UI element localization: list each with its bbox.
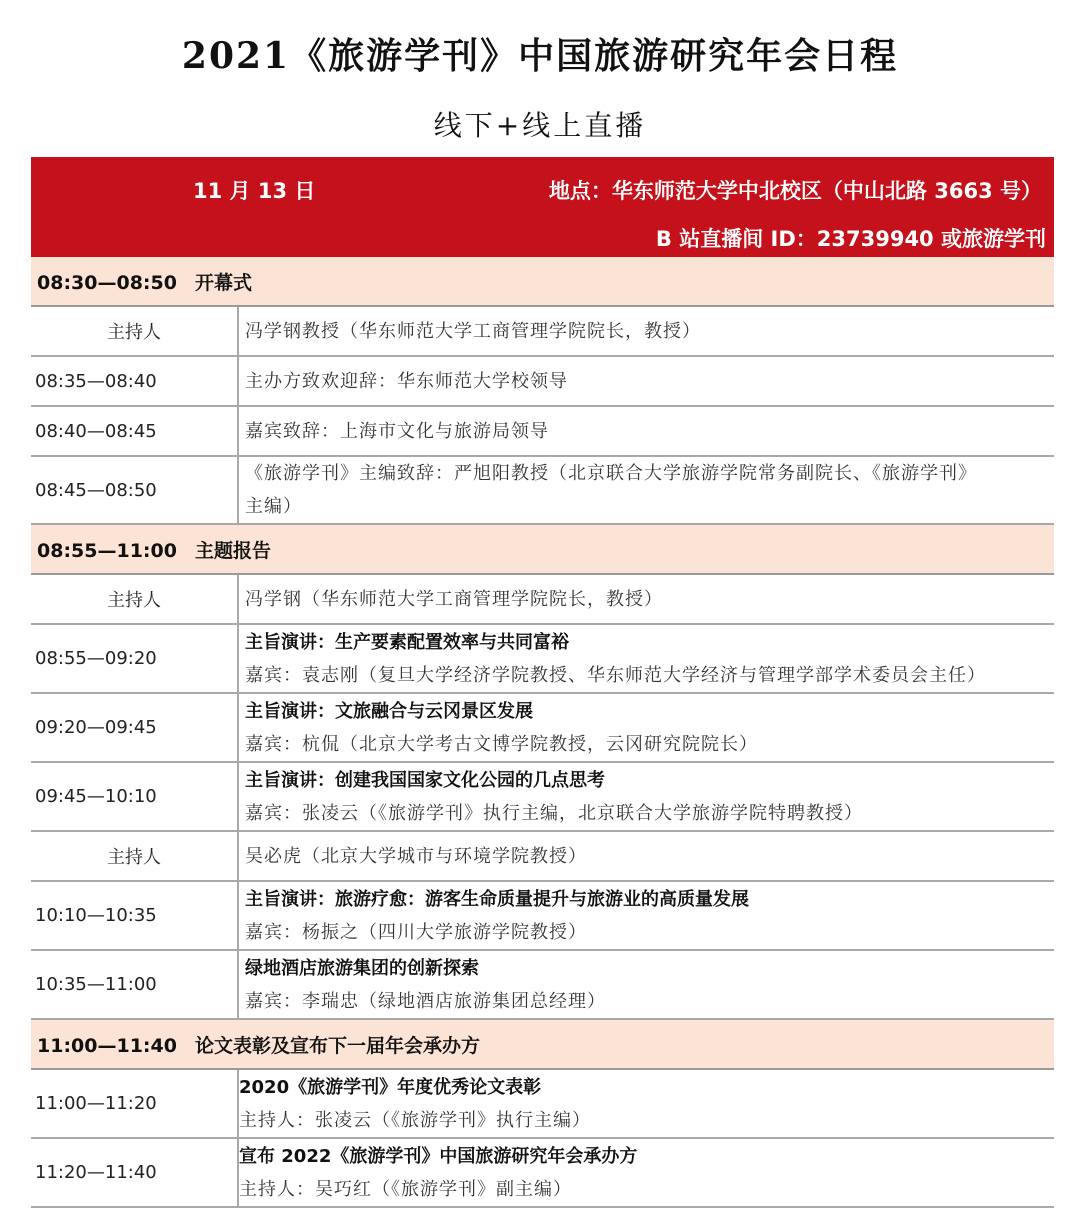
talk-title: 绿地酒店旅游集团的创新探索 [245, 957, 479, 979]
row-time: 08:35—08:40 [31, 356, 238, 406]
row-time: 主持人 [31, 574, 238, 624]
content-line: 吴必虎（北京大学城市与环境学院教授） [245, 845, 587, 867]
row-content [238, 624, 1054, 693]
row-content [238, 1138, 1054, 1207]
schedule-table [31, 257, 1054, 1208]
content-line: 嘉宾：杨振之（四川大学旅游学院教授） [245, 921, 587, 943]
row-time: 10:10—10:35 [31, 881, 238, 950]
row-time: 11:00—11:20 [31, 1069, 238, 1138]
section-header [31, 1019, 1054, 1069]
row-time: 08:45—08:50 [31, 456, 238, 524]
page-title: 2021《旅游学刊》中国旅游研究年会日程 [181, 35, 899, 77]
schedule-row [31, 831, 1054, 881]
schedule-row [31, 762, 1054, 831]
talk-title: 主旨演讲：创建我国国家文化公园的几点思考 [245, 769, 605, 791]
schedule-row [31, 456, 1054, 524]
row-content [238, 950, 1054, 1019]
row-content [238, 1069, 1054, 1138]
row-time: 09:45—10:10 [31, 762, 238, 831]
row-content [238, 831, 1054, 881]
talk-title: 主旨演讲：文旅融合与云冈景区发展 [245, 700, 533, 722]
page-subtitle: 线下+线上直播 [433, 109, 647, 142]
schedule-row [31, 950, 1054, 1019]
section-title: 论文表彰及宣布下一届年会承办方 [195, 1034, 481, 1057]
row-time: 主持人 [31, 831, 238, 881]
content-line: 主办方致欢迎辞：华东师范大学校领导 [245, 370, 568, 392]
schedule-row [31, 881, 1054, 950]
schedule-row [31, 1069, 1054, 1138]
talk-title: 2020《旅游学刊》年度优秀论文表彰 [239, 1076, 542, 1098]
row-time: 主持人 [31, 306, 238, 356]
talk-title: 宣布 2022《旅游学刊》中国旅游研究年会承办方 [239, 1145, 638, 1167]
content-line: 冯学钢教授（华东师范大学工商管理学院院长，教授） [245, 320, 701, 342]
content-line: 主持人：张凌云（《旅游学刊》执行主编） [239, 1109, 591, 1131]
section-time: 11:00—11:40 [37, 1034, 177, 1057]
content-line: 嘉宾：袁志刚（复旦大学经济学院教授、华东师范大学经济与管理学部学术委员会主任） [245, 664, 986, 686]
row-time: 10:35—11:00 [31, 950, 238, 1019]
row-content [238, 306, 1054, 356]
content-line: 主持人：吴巧红（《旅游学刊》副主编） [239, 1178, 572, 1200]
section-header [31, 257, 1054, 306]
schedule-row [31, 306, 1054, 356]
section-header [31, 524, 1054, 574]
row-content [238, 456, 1054, 524]
row-content [238, 693, 1054, 762]
content-line: 嘉宾：张凌云（《旅游学刊》执行主编，北京联合大学旅游学院特聘教授） [245, 802, 863, 824]
row-time: 08:55—09:20 [31, 624, 238, 693]
schedule-row [31, 624, 1054, 693]
schedule-row [31, 574, 1054, 624]
row-content [238, 762, 1054, 831]
schedule-row [31, 1138, 1054, 1207]
row-content [238, 881, 1054, 950]
content-line: 冯学钢（华东师范大学工商管理学院院长，教授） [245, 588, 663, 610]
content-line: 嘉宾：李瑞忠（绿地酒店旅游集团总经理） [245, 990, 606, 1012]
row-content [238, 406, 1054, 456]
content-line: 主编） [245, 496, 302, 517]
schedule-row [31, 356, 1054, 406]
schedule-row [31, 693, 1054, 762]
banner-venue: 地点：华东师范大学中北校区（中山北路 3663 号） [548, 179, 1042, 203]
date-banner [31, 157, 1054, 257]
row-content [238, 356, 1054, 406]
content-line: 嘉宾致辞：上海市文化与旅游局领导 [245, 420, 549, 442]
section-title: 主题报告 [195, 539, 272, 562]
row-time: 08:40—08:45 [31, 406, 238, 456]
content-line: 《旅游学刊》主编致辞：严旭阳教授（北京联合大学旅游学院常务副院长、《旅游学刊》 [245, 463, 977, 484]
schedule-row [31, 406, 1054, 456]
banner-live-id: B 站直播间 ID：23739940 或旅游学刊 [655, 227, 1046, 251]
banner-date: 11 月 13 日 [193, 179, 316, 203]
section-time: 08:55—11:00 [37, 539, 177, 562]
row-content [238, 574, 1054, 624]
section-title: 开幕式 [195, 271, 253, 294]
section-time: 08:30—08:50 [37, 271, 177, 294]
talk-title: 主旨演讲：旅游疗愈：游客生命质量提升与旅游业的高质量发展 [245, 888, 749, 910]
row-time: 09:20—09:45 [31, 693, 238, 762]
content-line: 嘉宾：杭侃（北京大学考古文博学院教授，云冈研究院院长） [245, 733, 758, 755]
talk-title: 主旨演讲：生产要素配置效率与共同富裕 [245, 631, 569, 653]
row-time: 11:20—11:40 [31, 1138, 238, 1207]
